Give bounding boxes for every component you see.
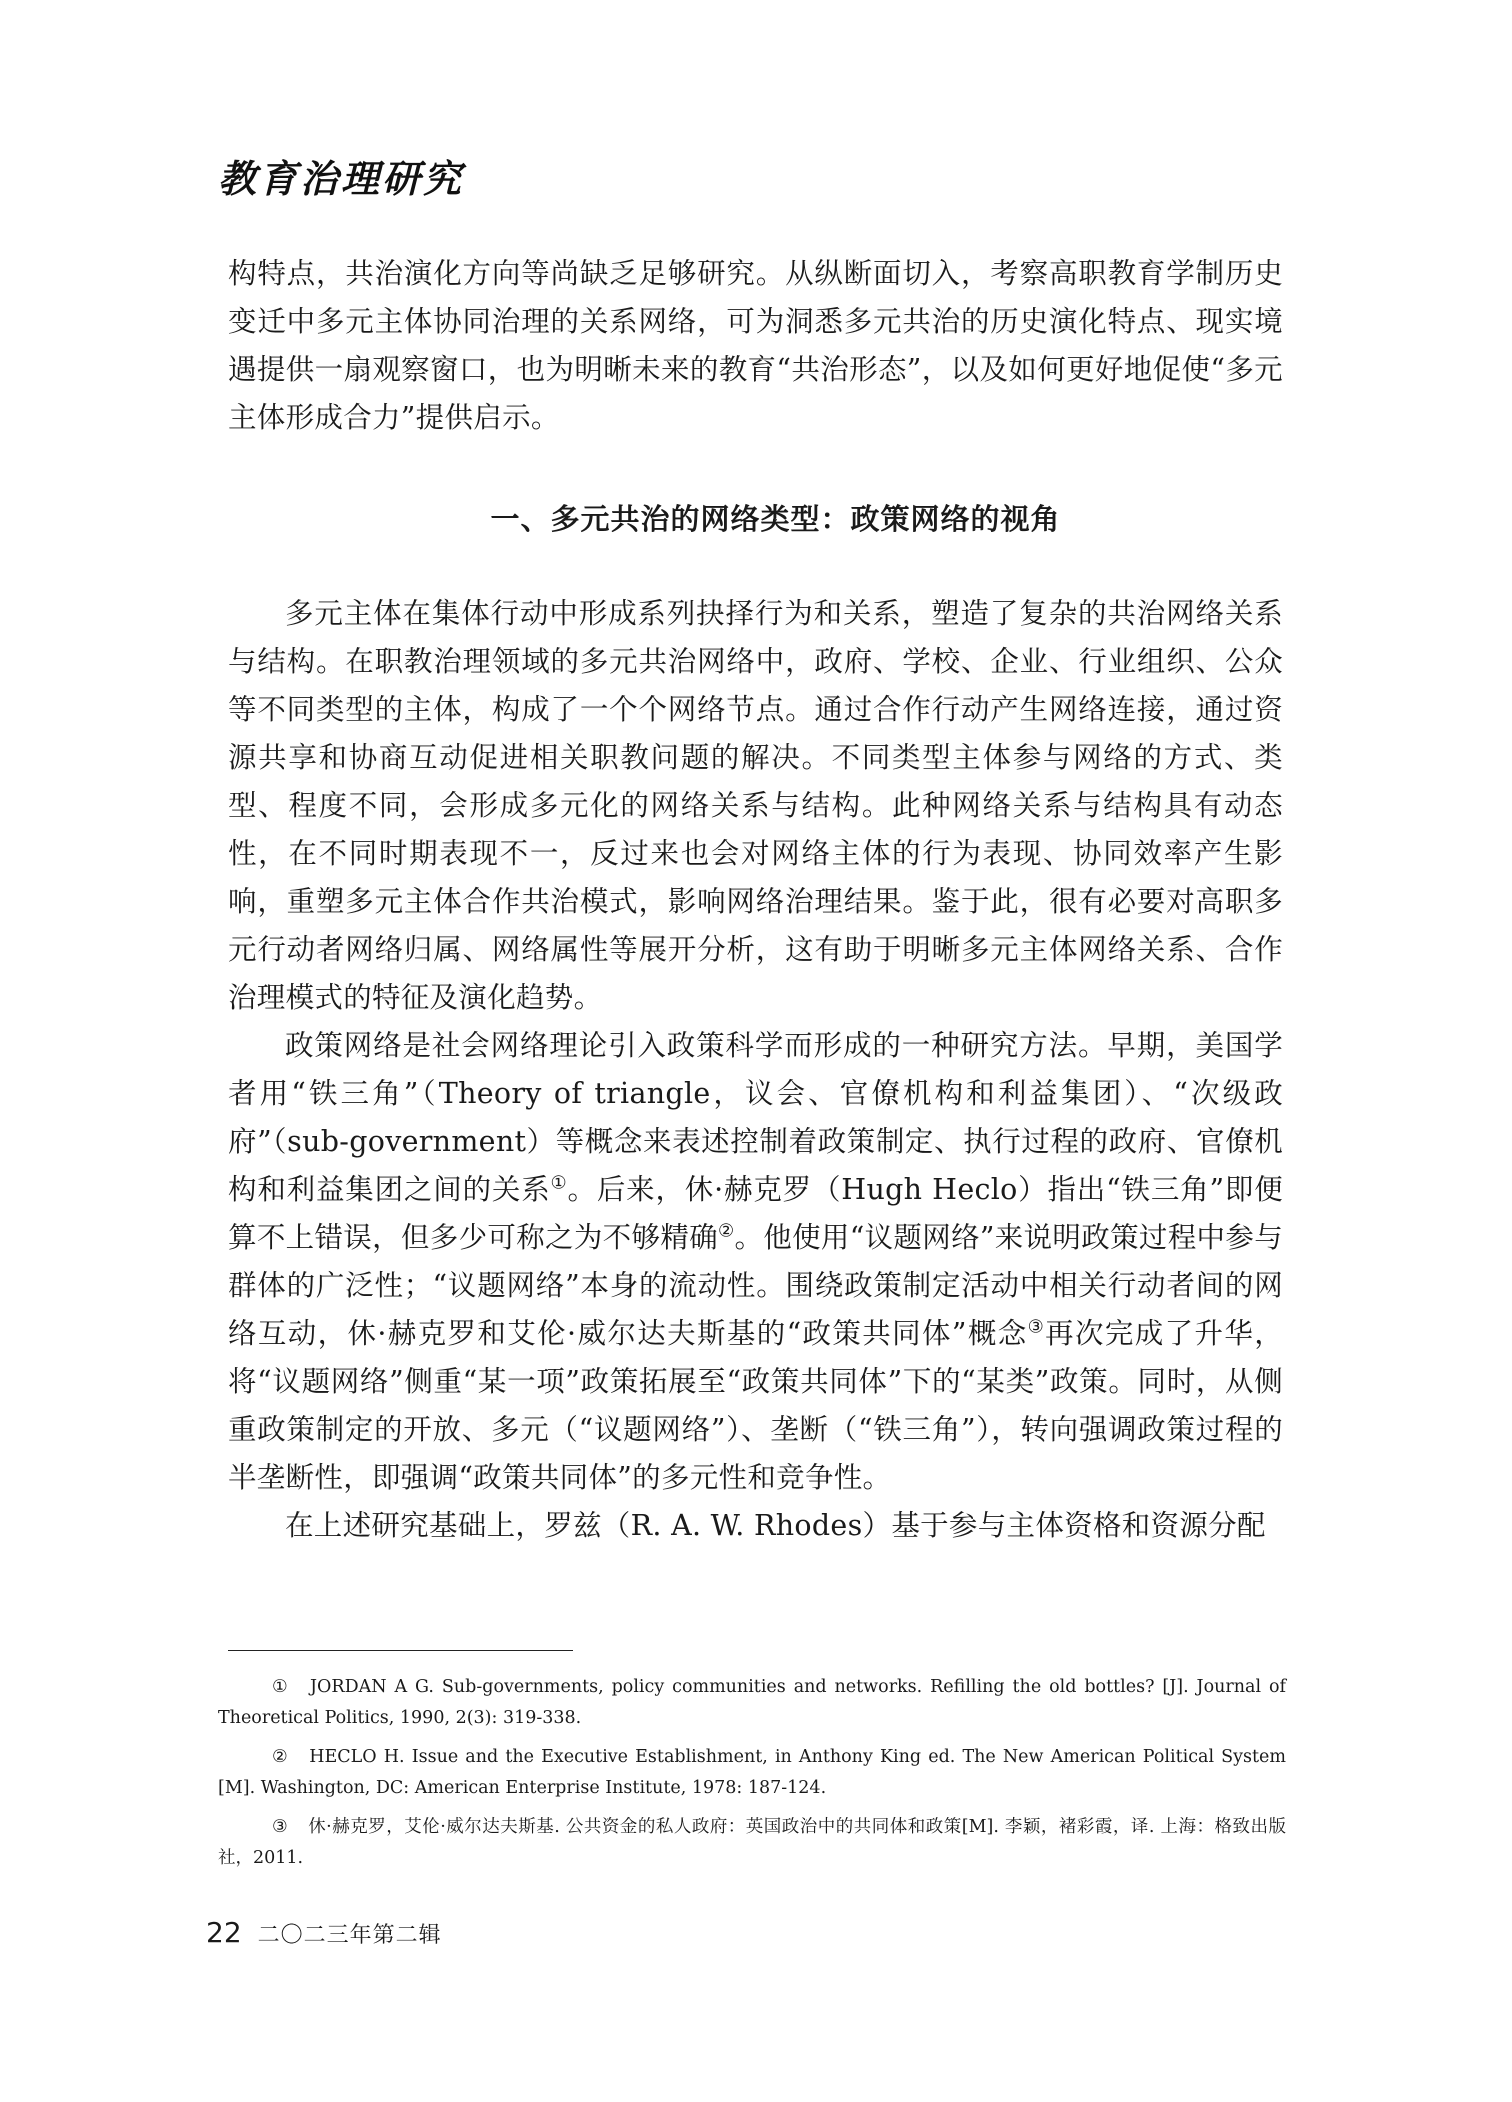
paragraph-2-text-b: 。后来，休·赫克罗（Hugh Heclo）指出“铁三角”即便算不上错误，但多少可称之为不够精确 (228, 1173, 1283, 1254)
paragraph-2-text-c: 。他使用“议题网络”来说明政策过程中参与群体的广泛性；“议题网络”本身的流动性。围绕政策制定活动中相关行动者间的网络互动，休·赫克罗和艾伦·威尔达夫斯基的“政策共同体”概念 (228, 1221, 1283, 1350)
paragraph-2-text-d: 再次完成了升华，将“议题网络”侧重“某一项”政策拓展至“政策共同体”下的“某类”政策。同时，从侧重政策制定的开放、多元（“议题网络”）、垄断（“铁三角”），转向强调政策过程的半垄断性，即强调“政策共同体”的多元性和竞争性。 (228, 1317, 1284, 1494)
issue-label: 二〇二三年第二辑 (257, 1923, 442, 1948)
footnote-divider (228, 1650, 573, 1651)
footnote-ref-2[interactable]: ② (717, 1220, 735, 1242)
page-footer (206, 1916, 442, 1949)
footnote-text: 休·赫克罗，艾伦·威尔达夫斯基. 公共资金的私人政府：英国政治中的共同体和政策[M]. 李颖，褚彩霞，译. 上海：格致出版社，2011. (218, 1817, 1286, 1868)
footnote-text: HECLO H. Issue and the Executive Establishment, in Anthony King ed. The New American Political System [M]. Washington, DC: American Enterprise Institute, 1978: 187-124. (218, 1747, 1286, 1798)
paragraph-2-text-a: 政策网络是社会网络理论引入政策科学而形成的一种研究方法。早期，美国学者用“铁三角”（Theory of triangle，议会、官僚机构和利益集团）、“次级政府”（sub-government）等概念来表述控制着政策制定、执行过程的政府、官僚机构和利益集团之间的关系 (228, 1029, 1283, 1206)
body-paragraph-1: 多元主体在集体行动中形成系列抉择行为和关系，塑造了复杂的共治网络关系与结构。在职教治理领域的多元共治网络中，政府、学校、企业、行业组织、公众等不同类型的主体，构成了一个个网络节点。通过合作行动产生网络连接，通过资源共享和协商互动促进相关职教问题的解决。不同类型主体参与网络的方式、类型、程度不同，会形成多元化的网络关系与结构。此种网络关系与结构具有动态性，在不同时期表现不一，反过来也会对网络主体的行为表现、协同效率产生影响，重塑多元主体合作共治模式，影响网络治理结果。鉴于此，很有必要对高职多元行动者网络归属、网络属性等展开分析，这有助于明晰多元主体网络关系、合作治理模式的特征及演化趋势。 (228, 597, 1283, 1014)
intro-paragraph: 构特点，共治演化方向等尚缺乏足够研究。从纵断面切入，考察高职教育学制历史变迁中多元主体协同治理的关系网络，可为洞悉多元共治的历史演化特点、现实境遇提供一扇观察窗口，也为明晰未来的教育“共治形态”，以及如何更好地促使“多元主体形成合力”提供启示。 (228, 257, 1283, 434)
footnote-marker: ② (272, 1747, 290, 1767)
body-paragraph-3: 在上述研究基础上，罗兹（R. A. W. Rhodes）基于参与主体资格和资源分配 (285, 1509, 1266, 1542)
section-heading: 一、多元共治的网络类型：政策网络的视角 (490, 502, 1061, 536)
footnote-1 (218, 1672, 1286, 1734)
article-body (228, 250, 1283, 1550)
footnote-text: JORDAN A G. Sub-governments, policy communities and networks. Refilling the old bottles? [J]. Journal of Theoretical Politics, 1990, 2(3): 319-338. (218, 1677, 1286, 1728)
footnotes (218, 1672, 1286, 1882)
footnote-marker: ③ (272, 1817, 289, 1837)
page-number: 22 (206, 1916, 242, 1949)
footnote-3 (218, 1812, 1286, 1874)
footnote-marker: ① (272, 1677, 291, 1697)
journal-running-title: 教育治理研究 (218, 156, 465, 201)
footnote-2 (218, 1742, 1286, 1804)
body-paragraph-2 (228, 1022, 1283, 1502)
footnote-ref-1[interactable]: ① (550, 1172, 568, 1194)
footnote-ref-3[interactable]: ③ (1027, 1316, 1046, 1338)
